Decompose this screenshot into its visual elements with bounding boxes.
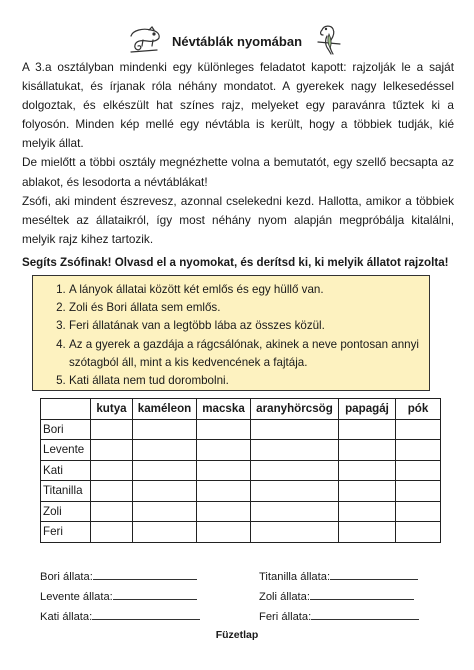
answer-label: Titanilla állata: (259, 571, 331, 583)
grid-cell[interactable] (197, 522, 251, 543)
answer-blank[interactable] (92, 608, 200, 620)
answer-row (259, 608, 419, 623)
grid-row (41, 460, 441, 481)
grid-cell[interactable] (339, 481, 396, 502)
grid-row-name: Feri (41, 522, 91, 543)
grid-cell[interactable] (251, 460, 339, 481)
grid-cell[interactable] (251, 522, 339, 543)
grid-cell[interactable] (197, 501, 251, 522)
answer-blank[interactable] (93, 568, 197, 580)
grid-cell[interactable] (396, 522, 441, 543)
grid-header-row (41, 399, 441, 420)
answer-blank[interactable] (113, 588, 197, 600)
grid-cell[interactable] (91, 419, 133, 440)
grid-row-name: Kati (41, 460, 91, 481)
answer-row (259, 568, 418, 583)
grid-cell[interactable] (396, 440, 441, 461)
grid-cell[interactable] (251, 419, 339, 440)
grid-cell[interactable] (339, 460, 396, 481)
grid-cell[interactable] (197, 481, 251, 502)
grid-row-name: Levente (41, 440, 91, 461)
grid-cell[interactable] (133, 481, 197, 502)
grid-column-header: kutya (91, 399, 133, 420)
grid-row (41, 419, 441, 440)
grid-cell[interactable] (396, 460, 441, 481)
grid-cell[interactable] (133, 501, 197, 522)
grid-cell[interactable] (339, 522, 396, 543)
grid-cell[interactable] (133, 460, 197, 481)
parrot-icon (314, 22, 344, 56)
grid-cell[interactable] (133, 522, 197, 543)
grid-row-name: Zoli (41, 501, 91, 522)
grid-column-header: papagáj (339, 399, 396, 420)
intro-text (22, 58, 454, 249)
grid-cell[interactable] (133, 419, 197, 440)
grid-row-name: Bori (41, 419, 91, 440)
intro-paragraph: De mielőtt a többi osztály megnézhette volna a bemutatót, egy szellő becsapta az ablakot, és lesodorta a névtáblákat! (22, 155, 454, 189)
answer-row (259, 588, 414, 603)
grid-cell[interactable] (197, 440, 251, 461)
clue-item: 5. Kati állata nem tud dorombolni. (69, 372, 421, 390)
grid-corner-cell (41, 399, 91, 420)
grid-cell[interactable] (251, 440, 339, 461)
answer-row (40, 608, 200, 623)
answer-row (40, 588, 197, 603)
clue-item: 3. Feri állatának van a legtöbb lába az összes közül. (69, 317, 421, 335)
footer-brand: Füzetlap (215, 629, 259, 641)
clue-item: 2. Zoli és Bori állata sem emlős. (69, 299, 421, 317)
grid-cell[interactable] (396, 481, 441, 502)
clues-box (32, 275, 430, 391)
answer-label: Zoli állata: (259, 591, 310, 603)
page-title: Névtáblák nyomában (171, 34, 303, 49)
answer-blank[interactable] (310, 588, 414, 600)
grid-cell[interactable] (91, 440, 133, 461)
grid-cell[interactable] (91, 501, 133, 522)
grid-cell[interactable] (396, 501, 441, 522)
grid-cell[interactable] (91, 481, 133, 502)
answer-label: Kati állata: (40, 611, 93, 623)
grid-cell[interactable] (197, 460, 251, 481)
grid-cell[interactable] (91, 460, 133, 481)
grid-column-header: aranyhörcsög (251, 399, 339, 420)
answer-label: Bori állata: (40, 571, 93, 583)
answer-row (40, 568, 197, 583)
grid-row (41, 481, 441, 502)
answer-blank[interactable] (330, 568, 418, 580)
grid-cell[interactable] (339, 419, 396, 440)
grid-cell[interactable] (133, 440, 197, 461)
intro-paragraph: Zsófi, aki mindent észrevesz, azonnal cselekedni kezd. Hallotta, amikor a többiek meséltek az állataikról, így most néhány nyom alapján megpróbálja kitalálni, melyik rajz kihez tartozik. (22, 193, 454, 246)
grid-column-header: macska (197, 399, 251, 420)
logic-grid (40, 398, 441, 543)
grid-cell[interactable] (339, 501, 396, 522)
grid-row (41, 501, 441, 522)
grid-column-header: pók (396, 399, 441, 420)
header (0, 22, 474, 58)
grid-cell[interactable] (91, 522, 133, 543)
clue-item: 4. Az a gyerek a gazdája a rágcsálónak, akinek a neve pontosan annyi szótagból áll, mint a kis kedvencének a fajtája. (69, 336, 421, 372)
grid-cell[interactable] (251, 501, 339, 522)
grid-cell[interactable] (251, 481, 339, 502)
grid-cell[interactable] (197, 419, 251, 440)
grid-row (41, 440, 441, 461)
grid-row-name: Titanilla (41, 481, 91, 502)
grid-cell[interactable] (396, 419, 441, 440)
grid-column-header: kaméleon (133, 399, 197, 420)
grid-cell[interactable] (339, 440, 396, 461)
task-instruction: Segíts Zsófinak! Olvasd el a nyomokat, és derítsd ki, ki melyik állatot rajzolta! (22, 256, 449, 269)
clue-item: 1. A lányok állatai között két emlős és egy hüllő van. (69, 281, 421, 299)
intro-paragraph: A 3.a osztályban mindenki egy különleges feladatot kapott: rajzolják le a saját kisállatukat, és írjanak róla néhány mondatot. A gyerekek nagy lelkesedéssel dolgoztak, és elkészült hat színes rajz, melyeket egy paravánra tűztek ki a folyosón. Minden kép mellé egy névtábla is került, hogy a többiek tudják, kié melyik állat. (22, 60, 454, 151)
answer-label: Feri állata: (259, 611, 312, 623)
answer-blank[interactable] (311, 608, 419, 620)
clues-list (33, 276, 429, 390)
grid-row (41, 522, 441, 543)
answer-label: Levente állata: (40, 591, 113, 603)
